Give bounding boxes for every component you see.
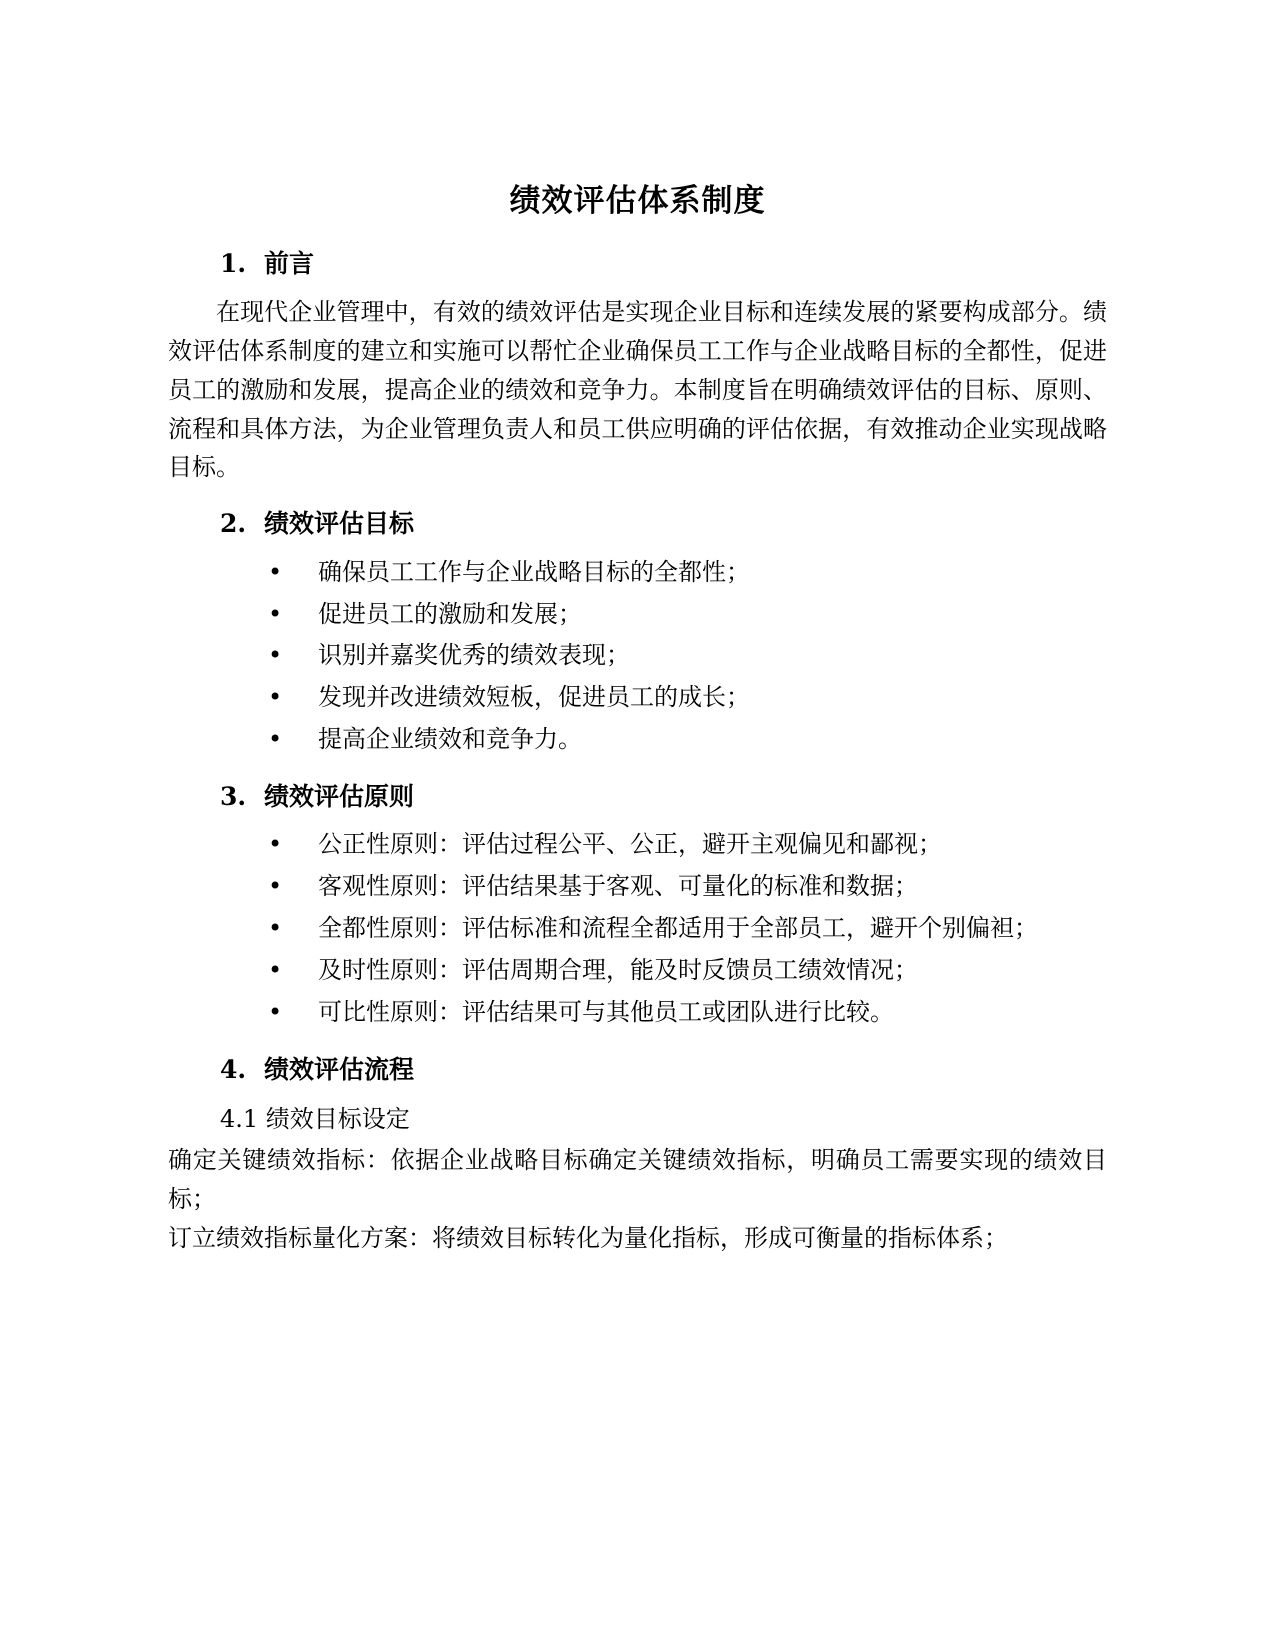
list-item-text: 发现并改进绩效短板，促进员工的成长；	[318, 683, 750, 712]
section-title-4: 绩效评估流程	[264, 1054, 415, 1084]
list-item-text: 全都性原则：评估标准和流程全都适用于全部员工，避开个别偏袒；	[318, 914, 1038, 943]
list-item	[168, 909, 1107, 949]
section-number-4: 4.	[220, 1054, 247, 1084]
list-item	[168, 553, 1107, 593]
list-item	[168, 720, 1107, 760]
section-number-2: 2.	[220, 509, 247, 539]
section-4-paragraph-2: 订立绩效指标量化方案：将绩效目标转化为量化指标，形成可衡量的指标体系；	[168, 1223, 1008, 1252]
section-number-3: 3.	[220, 781, 247, 811]
list-item	[168, 678, 1107, 718]
section-4-paragraph-1: 确定关键绩效指标：依据企业战略目标确定关键绩效指标，明确员工需要实现的绩效目标；	[168, 1145, 1107, 1213]
section-heading-3	[168, 778, 1107, 816]
section-3-bullet-list	[168, 825, 1107, 1032]
bullet-icon: •	[268, 725, 283, 754]
bullet-icon: •	[268, 830, 283, 859]
bullet-icon: •	[268, 599, 283, 628]
bullet-icon: •	[268, 557, 283, 586]
section-title-3: 绩效评估原则	[264, 781, 415, 811]
list-item-text: 促进员工的激励和发展；	[318, 599, 582, 628]
list-item	[168, 867, 1107, 907]
bullet-icon: •	[268, 955, 283, 984]
list-item-text: 可比性原则：评估结果可与其他员工或团队进行比较。	[318, 997, 894, 1026]
list-item-text: 确保员工工作与企业战略目标的全都性；	[318, 557, 750, 586]
list-item-text: 客观性原则：评估结果基于客观、可量化的标准和数据；	[318, 872, 918, 901]
section-number-1: 1.	[220, 249, 247, 279]
list-item	[168, 951, 1107, 991]
bullet-icon: •	[268, 997, 283, 1026]
section-title-2: 绩效评估目标	[264, 509, 415, 539]
list-item-text: 公正性原则：评估过程公平、公正，避开主观偏见和鄙视；	[318, 830, 942, 859]
subsection-heading-4-1: 4.1 绩效目标设定	[220, 1105, 410, 1134]
list-item	[168, 595, 1107, 635]
list-item-text: 识别并嘉奖优秀的绩效表现；	[318, 641, 630, 670]
list-item-text: 提高企业绩效和竞争力。	[318, 725, 582, 754]
section-heading-4	[168, 1051, 1107, 1089]
list-item	[168, 993, 1107, 1033]
section-title-1: 前言	[264, 249, 315, 279]
list-item	[168, 825, 1107, 865]
bullet-icon: •	[268, 872, 283, 901]
section-1-paragraph: 在现代企业管理中，有效的绩效评估是实现企业目标和连续发展的紧要构成部分。绩效评估体系制度的建立和实施可以帮忙企业确保员工工作与企业战略目标的全都性，促进员工的激励和发展，提高企业的绩效和竞争力。本制度旨在明确绩效评估的目标、原则、流程和具体方法，为企业管理负责人和员工供应明确的评估依据，有效推动企业实现战略目标。	[168, 297, 1107, 482]
list-item-text: 及时性原则：评估周期合理，能及时反馈员工绩效情况；	[318, 955, 918, 984]
bullet-icon: •	[268, 641, 283, 670]
bullet-icon: •	[268, 914, 283, 943]
list-item	[168, 636, 1107, 676]
section-heading-2	[168, 505, 1107, 543]
page-title: 绩效评估体系制度	[509, 183, 766, 219]
section-heading-1	[168, 245, 1107, 283]
bullet-icon: •	[268, 683, 283, 712]
section-2-bullet-list	[168, 553, 1107, 760]
